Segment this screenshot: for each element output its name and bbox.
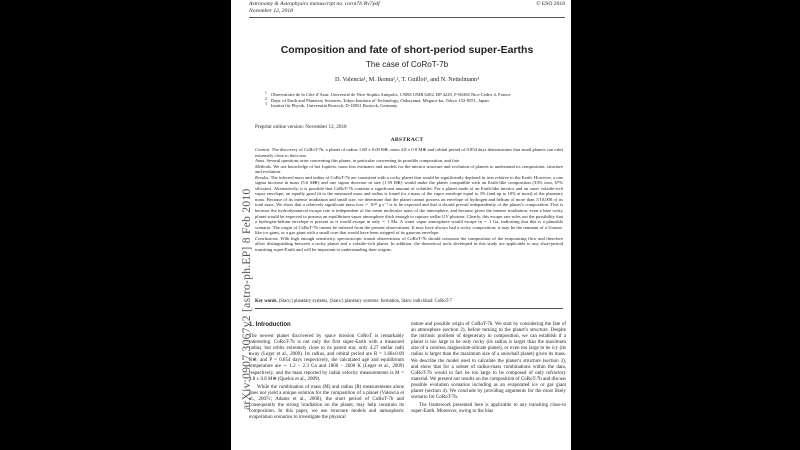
abstract-body [255, 147, 563, 252]
affiliation-1: 1 Observatoire de la Côte d’Azur, Université de Nice-Sophia Antipolis, CNRS UMR 6202, BP 4229, F-06304 Nice Cedex 4, France [265, 91, 511, 97]
abstract-conclusions: Conclusions. With high enough sensitivity, spectroscopic transit observations of CoRoT-7b should constrain the composition of the evaporating flow and therefore allow distinguishing between a rocky planet and a volatile-rich planet. In addition, the theoretical tools developed in this study are applicable to any short-period transiting super-Earth and will be important to understanding their origins. [255, 235, 563, 252]
paper-title: Composition and fate of short-period super-Earths [280, 44, 534, 56]
right-column [411, 322, 566, 417]
paper-subtitle: The case of CoRoT-7b [365, 60, 449, 69]
arxiv-stamp: arXiv:0907.3067v2 [astro-ph.EP] 8 Feb 2010 [241, 188, 253, 410]
journal-line: Astronomy & Astrophysics manuscript no. corot7b˙Rv7pdf [249, 1, 380, 7]
abstract-rule [255, 308, 563, 309]
abstract-heading: ABSTRACT [390, 137, 424, 143]
abstract-context: Context. The discovery of CoRoT-7b, a planet of radius 1.68 ± 0.09 R⊕, mass 4.8 ± 0.8 M⊕ and orbital period of 0.854 days demonstrates that small planets can orbit extremely close to their star. [255, 147, 563, 158]
left-column [249, 334, 404, 423]
preprint-line: Preprint online version: November 12, 2018 [255, 124, 347, 130]
paragraph: While the combination of mass (M) and radius (R) measurements alone does not yield a unique solution for the composition of a planet (Valencia et al., 2007c; Adams et al., 2008), the short period of CoRoT-7b and consequently the strong irradiation on the planet, may help constrain its composition. In this paper, we use structure models and atmospheric evaporation scenarios to investigate the physical [249, 384, 404, 421]
affiliation-2: 2 Dept. of Earth and Planetary Sciences, Tokyo Institute of Technology, Ookayama, Meguro-ku, Tokyo 152-8551, Japan [265, 96, 489, 103]
paragraph: The framework presented here is applicable to any transiting close-in super-Earth. Moreover, owing to the bias [411, 403, 566, 415]
section-heading: 1. Introduction [249, 322, 291, 328]
abstract-methods: Methods. We use knowledge of hot Jupiters, mass loss estimates and models for the interior structure and evolution of planets to understand its composition, structure and evolution. [255, 163, 563, 175]
header-rule [249, 17, 565, 18]
keywords: Key words. (Stars:) planetary systems, (Stars:) planetary systems: formation, Stars: individual: CoRoT-7 [255, 299, 452, 304]
paper-page [231, 0, 571, 450]
paragraph: nature and possible origin of CoRoT-7b. We start by considering the fate of an atmosphere (section 2), before turning to the planet’s structure. Despite the intrinsic problem of degeneracy in composition, we can establish if a planet is too large to be only rocky (its radius is larger than the maximum size of a coreless magnesium-silicate planet), or even too large to be icy (its radius is larger than the maximum size of a snowball planet) given its mass. We describe the model used to calculate the planet’s structure (section 3), and show that for a subset of radius-mass combinations within the data, CoRoT-7b would in fact be too large to be composed of only refractory material. We present our results on the composition of CoRoT-7b and discuss possible evolution scenarios including as an evaporated ice or gas giant planet (section 4). We conclude by providing arguments for the most likely scenario for CoRoT-7b. [411, 322, 566, 401]
affiliations [265, 92, 557, 109]
abstract-results: Results. The inferred mass and radius of CoRoT-7b are consistent with a rocky planet that would be significantly depleted in iron relative to the Earth. However, a one sigma increase in mass (5.6 M⊕) and one sigma decrease in size (1.59 R⊕) would make the planet compatible with an Earth-like composition (33% iron, 67% silicates). Alternatively, it is possible that CoRoT-7b contains a significant amount of volatiles. For a planet made of an Earth-like interior and an outer volatile-rich vapor envelope, an equally good fit to the measured mass and radius is found for a mass of the vapor envelope equal to 3% (and up to 10% at most) of the planetary mass. Because of its intense irradiation and small size, we determine that the planet cannot possess an envelope of hydrogen and helium of more than 1/10,000 of its total mass. We show that a relatively significant mass loss ∼ 10¹¹ g s⁻¹ is to be expected and that it should prevail independently of the planet’s composition. This is because the hydrodynamical escape rate is independent of the mean molecular mass of the atmosphere, and because given the intense irradiation, even a bare rocky planet would be expected to possess an equilibrium vapor atmosphere thick enough to capture stellar UV photons. Clearly, this escape rate rules out the possibility that a hydrogen-helium envelope is present as it would escape in only ∼ 1 Ma. A water vapor atmosphere would escape in ∼ 1 Ga, indicating that this is a plausible scenario. The origin of CoRoT-7b cannot be inferred from the present observations: It may have always had a rocky composition; it may be the remnant of a Uranus-like ice giant, or a gas giant with a small core that would have been stripped of its gaseous envelope. [255, 174, 563, 236]
abstract-aims: Aims. Several questions arise concerning this planet, in particular concerning its possible composition, and fate. [255, 158, 461, 164]
running-header [249, 1, 380, 15]
header-date: November 12, 2018 [249, 8, 293, 14]
affiliation-3: 3 Institut für Physik, Universität Rostock, D-18051 Rostock, Germany [265, 102, 398, 109]
copyright: © ESO 2018 [536, 1, 565, 7]
paragraph: The newest planet discovered by space mission CoRoT is remarkably interesting. CoRoT-7b is not only the first super-Earth with a measured radius, but orbits extremely close to its parent star, only 4.27 stellar radii away (Leger et al., 2009). Its radius, and orbital period are R = 1.68±0.09 R⊕, and P = 0.854 days respectively, the calculated age and equilibrium temperature are ∼ 1.2 − 2.3 Ga and 1800 − 2600 K (Leger et al., 2009) respectively, and the mass reported by radial velocity measurements is M = 4.8 ± 0.8 M⊕ (Queloz et al., 2009). [249, 334, 404, 382]
author-list: D. Valencia¹, M. Ikoma¹,², T. Guillot¹, and N. Nettelmann³ [335, 76, 479, 83]
